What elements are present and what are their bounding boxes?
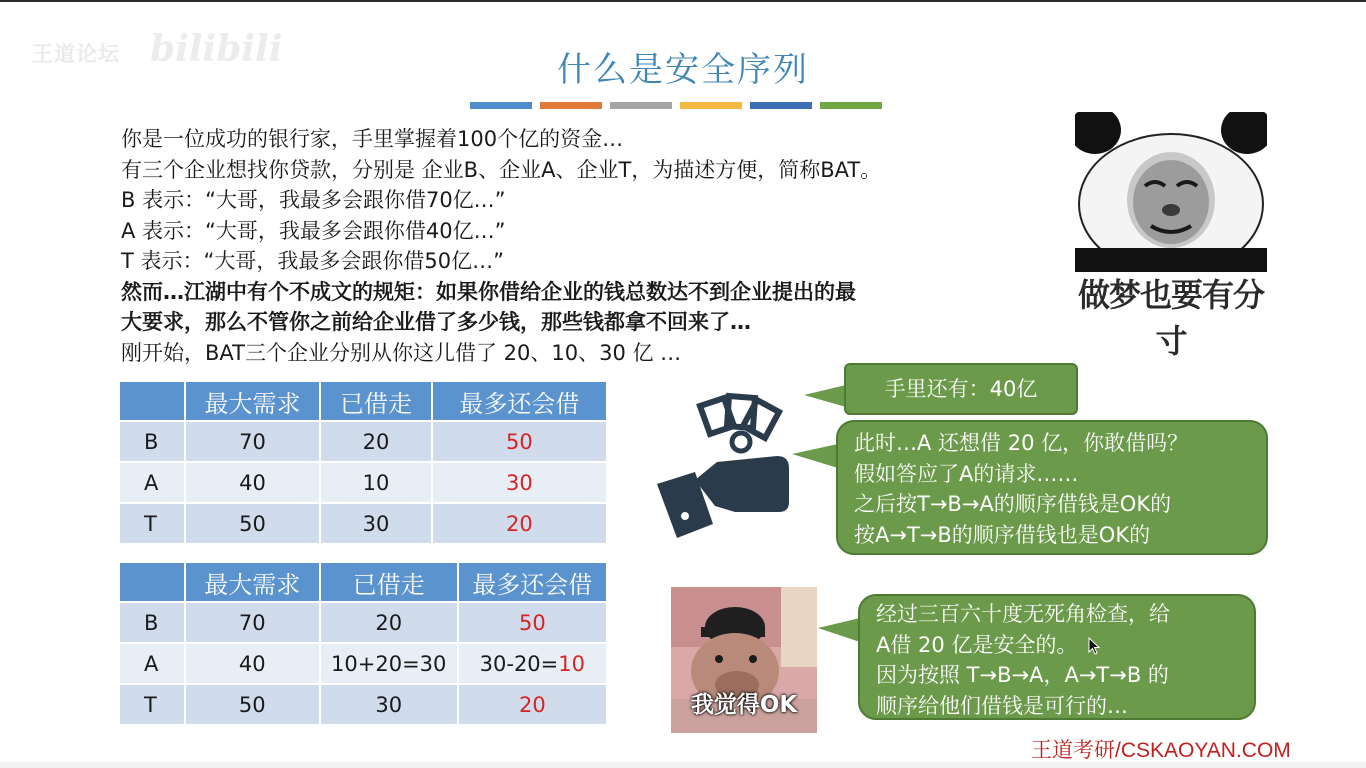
question-bubble xyxy=(836,420,1268,555)
remaining-need-cell: 20 xyxy=(432,503,607,544)
story-line: T 表示：“大哥，我最多会跟你借50亿…” xyxy=(121,249,504,273)
allocated-cell: 10 xyxy=(320,462,432,503)
remaining-need-cell xyxy=(458,643,607,684)
panda-face-icon xyxy=(1075,112,1267,272)
bubble-line: 之后按T→B→A的顺序借钱是OK的 xyxy=(854,492,1172,516)
remaining-need-cell xyxy=(458,684,607,725)
need-result: 10 xyxy=(558,651,585,676)
remaining-need-cell: 50 xyxy=(432,421,607,462)
conclusion-bubble xyxy=(858,594,1256,720)
remaining-funds-bubble: 手里还有：40亿 xyxy=(844,363,1078,415)
max-demand-cell: 40 xyxy=(185,643,320,684)
header-cell: 已借走 xyxy=(320,562,458,602)
bubble-line: 因为按照 T→B→A，A→T→B 的 xyxy=(876,663,1169,687)
story-line: A 表示：“大哥，我最多会跟你借40亿…” xyxy=(121,218,506,243)
bubble-line: 经过三百六十度无死角检查，给 xyxy=(876,602,1170,626)
table-header-row xyxy=(119,381,607,421)
panda-meme-image xyxy=(1075,112,1267,360)
color-bar-5 xyxy=(750,102,812,109)
logo-text: 王道论坛 xyxy=(32,42,120,66)
bubble-tail xyxy=(804,385,846,407)
story-rule-line: 大要求，那么不管你之前给企业借了多少钱，那些钱都拿不回来了… xyxy=(121,310,751,334)
table-row xyxy=(119,602,607,643)
table-row xyxy=(119,643,607,684)
row-label: A xyxy=(119,643,185,684)
story-line: B 表示：“大哥，我最多会跟你借70亿…” xyxy=(121,188,506,212)
max-demand-cell: 50 xyxy=(185,684,320,725)
row-label: T xyxy=(119,684,185,725)
table-row xyxy=(119,462,607,503)
max-demand-cell: 40 xyxy=(185,462,320,503)
max-demand-cell: 70 xyxy=(185,421,320,462)
color-bar-3 xyxy=(610,102,672,109)
need-result: 50 xyxy=(518,610,546,635)
max-demand-cell: 70 xyxy=(185,602,320,643)
row-label: B xyxy=(119,602,185,643)
money-hand-icon xyxy=(645,388,795,548)
story-rule-line: 然而…江湖中有个不成文的规矩：如果你借给企业的钱总数达不到企业提出的最 xyxy=(121,279,856,304)
table-row xyxy=(119,684,607,725)
allocated-cell: 30 xyxy=(320,503,432,544)
need-result: 20 xyxy=(518,692,546,717)
row-label: B xyxy=(119,421,185,462)
panda-caption: 做梦也要有分寸 xyxy=(1077,276,1264,360)
bubble-line: A借 20 亿是安全的。 xyxy=(876,632,1078,657)
allocated-cell: 10+20=30 xyxy=(320,643,458,684)
bubble-tail xyxy=(792,444,838,468)
row-label: T xyxy=(119,503,185,544)
story-text xyxy=(121,124,1051,368)
bottom-band xyxy=(0,762,1366,768)
top-border xyxy=(0,0,1366,2)
table-row xyxy=(119,421,607,462)
header-cell: 最大需求 xyxy=(185,562,320,602)
need-expression: 30-20= xyxy=(479,651,559,676)
allocated-cell: 30 xyxy=(320,684,458,725)
color-bar-2 xyxy=(540,102,602,109)
mouse-cursor-icon xyxy=(1088,637,1100,655)
story-line: 刚开始，BAT三个企业分别从你这儿借了 20、10、30 亿 … xyxy=(121,340,682,365)
allocation-table-initial xyxy=(118,380,608,545)
color-bar-4 xyxy=(680,102,742,109)
color-bar-6 xyxy=(820,102,882,109)
table-row xyxy=(119,503,607,544)
story-line: 你是一位成功的银行家，手里掌握着100个亿的资金… xyxy=(121,127,624,151)
bubble-tail xyxy=(818,618,860,642)
story-line: 有三个企业想找你贷款，分别是 企业B、企业A、企业T，为描述方便，简称BAT。 xyxy=(121,157,882,182)
allocated-cell: 20 xyxy=(320,421,432,462)
allocated-cell: 20 xyxy=(320,602,458,643)
footer-brand: 王道考研/CSKAOYAN.COM xyxy=(1031,739,1291,762)
max-demand-cell: 50 xyxy=(185,503,320,544)
bubble-line: 此时…A 还想借 20 亿，你敢借吗？ xyxy=(854,431,1189,455)
header-cell: 最大需求 xyxy=(185,381,320,421)
bilibili-logo: bilibili xyxy=(150,28,283,70)
bubble-line: 假如答应了A的请求…… xyxy=(854,461,1079,486)
header-cell: 最多还会借 xyxy=(458,562,607,602)
row-label: A xyxy=(119,462,185,503)
remaining-need-cell xyxy=(458,602,607,643)
title-color-bars xyxy=(470,102,882,110)
allocation-table-after-request xyxy=(118,561,608,726)
slide-title: 什么是安全序列 xyxy=(557,50,809,90)
hand-holding-cash-icon xyxy=(645,388,795,548)
pig-caption: 我觉得OK xyxy=(690,692,798,718)
header-cell: 最多还会借 xyxy=(432,381,607,421)
header-cell: 已借走 xyxy=(320,381,432,421)
bubble-line: 按A→T→B的顺序借钱也是OK的 xyxy=(854,522,1151,547)
color-bar-1 xyxy=(470,102,532,109)
remaining-need-cell: 30 xyxy=(432,462,607,503)
bubble-line: 顺序给他们借钱是可行的… xyxy=(876,693,1128,718)
pig-meme-image xyxy=(671,587,817,733)
header-cell xyxy=(119,562,185,602)
table-header-row xyxy=(119,562,607,602)
header-cell xyxy=(119,381,185,421)
